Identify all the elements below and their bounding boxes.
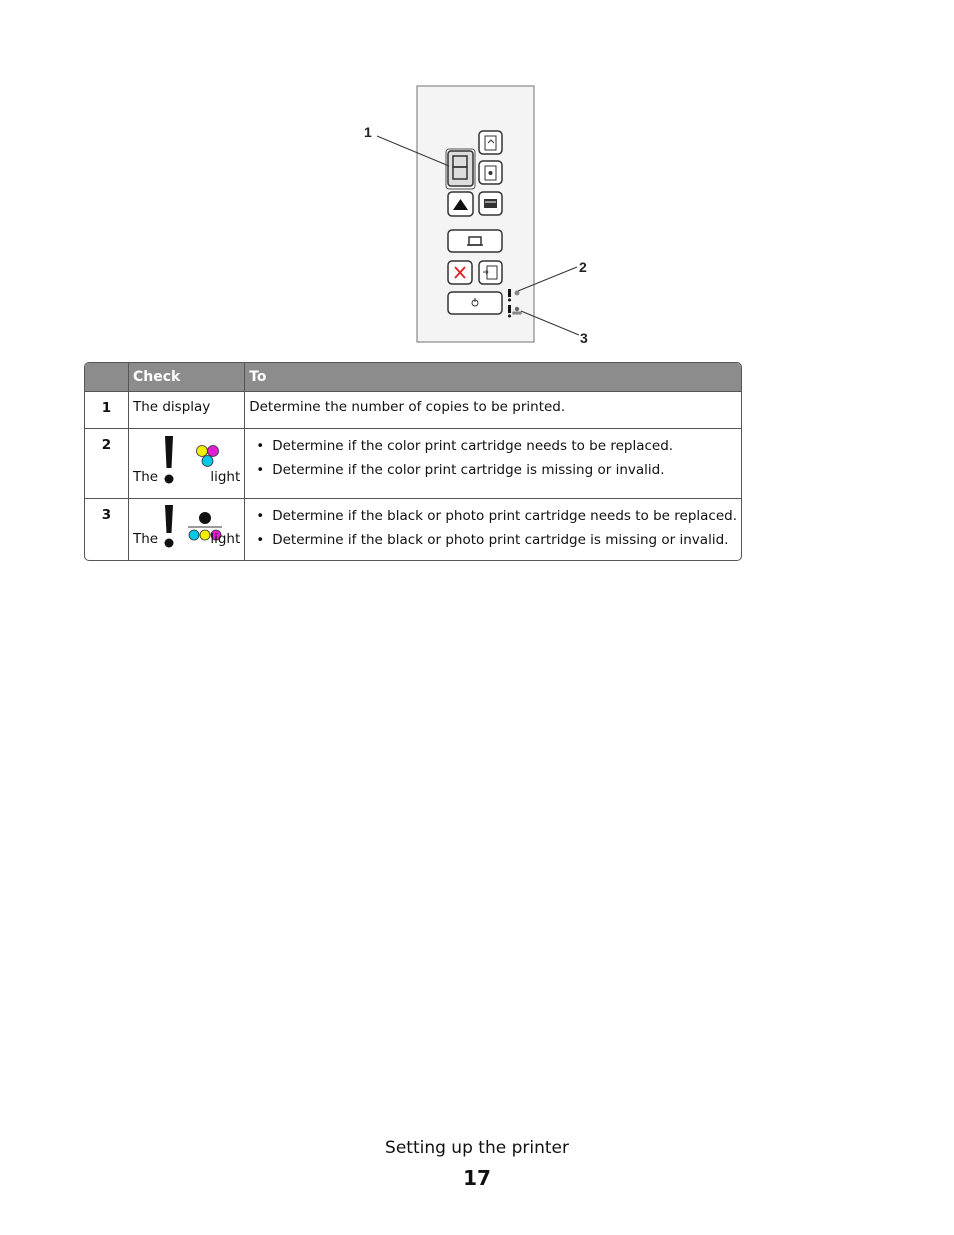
header-to: To bbox=[245, 363, 741, 392]
header-number bbox=[85, 363, 128, 392]
bullet-item: • Determine if the black or photo print cartridge is missing or invalid. bbox=[249, 528, 737, 552]
power-button[interactable] bbox=[448, 292, 502, 314]
copy-document-button[interactable] bbox=[479, 131, 502, 154]
row-check bbox=[128, 429, 244, 499]
color-ink-icon bbox=[193, 441, 223, 471]
check-prefix: The bbox=[132, 531, 159, 547]
row-to-text: Determine the number of copies to be printed. bbox=[249, 399, 566, 415]
row-number: 3 bbox=[85, 499, 128, 561]
exclamation-icon bbox=[163, 434, 175, 486]
indicator-table bbox=[84, 362, 742, 561]
check-prefix: The bbox=[132, 469, 159, 485]
row-number: 2 bbox=[85, 429, 128, 499]
row-to bbox=[245, 499, 741, 561]
row-number: 1 bbox=[85, 392, 128, 429]
table-row bbox=[85, 392, 741, 429]
header-check: Check bbox=[128, 363, 244, 392]
arrow-up-button[interactable] bbox=[448, 192, 473, 216]
page-number: 17 bbox=[463, 1166, 491, 1190]
table-header-row bbox=[85, 363, 741, 392]
table-row bbox=[85, 429, 741, 499]
copy-print-button[interactable] bbox=[448, 230, 502, 252]
printer-control-panel-figure bbox=[355, 80, 600, 350]
bullet-item: • Determine if the black or photo print cartridge needs to be replaced. bbox=[249, 504, 737, 528]
cancel-button[interactable] bbox=[448, 261, 472, 284]
seven-segment-display bbox=[448, 151, 473, 186]
row-to bbox=[245, 429, 741, 499]
exclamation-icon bbox=[163, 503, 175, 549]
bullet-list bbox=[249, 429, 737, 482]
section-title: Setting up the printer bbox=[385, 1138, 569, 1158]
bullet-item: • Determine if the color print cartridge needs to be replaced. bbox=[249, 434, 737, 458]
row-check: The display bbox=[128, 392, 244, 429]
scan-document-button[interactable] bbox=[479, 161, 502, 184]
row-check bbox=[128, 499, 244, 561]
table-row bbox=[85, 499, 741, 561]
paper-feed-button[interactable] bbox=[479, 261, 502, 284]
bullet-list bbox=[249, 499, 737, 552]
photo-card-button[interactable] bbox=[479, 192, 502, 215]
check-suffix: light bbox=[210, 531, 241, 547]
bullet-item: • Determine if the color print cartridge is missing or invalid. bbox=[249, 458, 737, 482]
callout-label-1: 1 bbox=[364, 124, 372, 140]
row-to bbox=[245, 392, 741, 429]
check-suffix: light bbox=[210, 469, 241, 485]
callout-label-2: 2 bbox=[579, 259, 587, 275]
callout-label-3: 3 bbox=[580, 330, 588, 346]
